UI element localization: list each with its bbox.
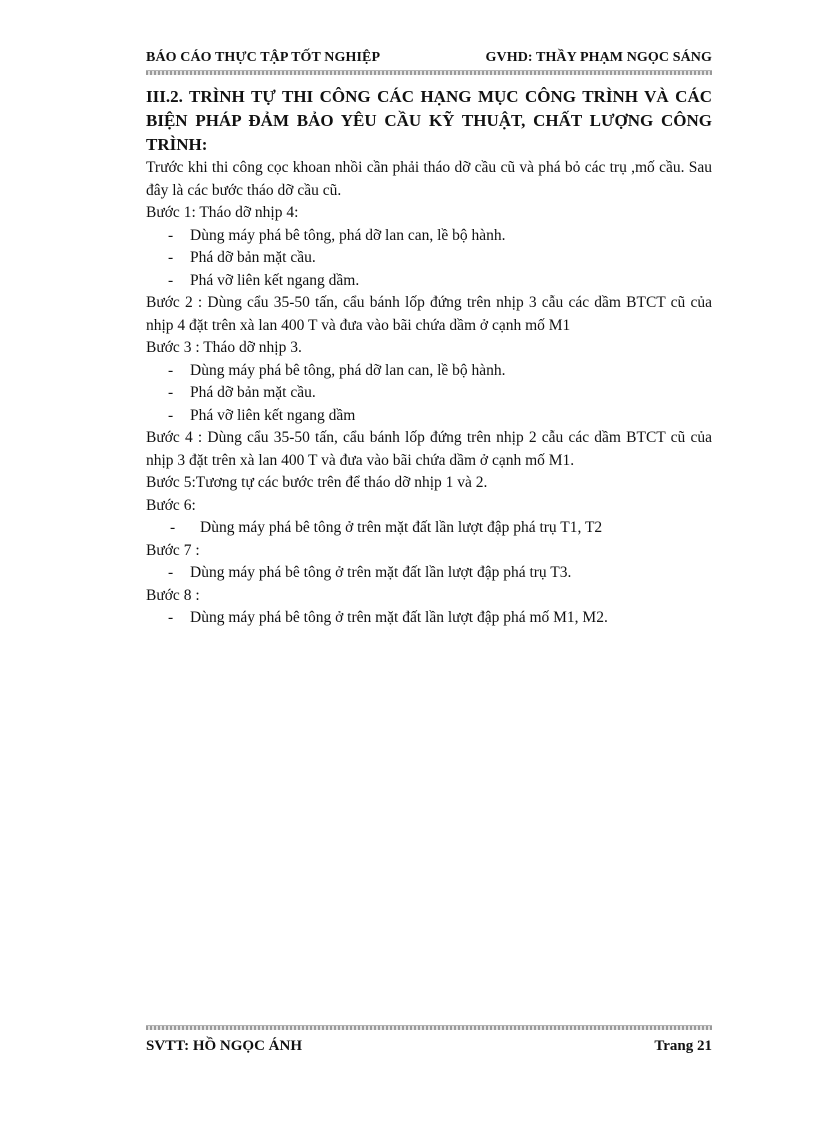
page-body <box>146 85 712 630</box>
dash-bullet: - <box>168 564 174 581</box>
dash-bullet: - <box>168 249 174 266</box>
step-3-label: Bước 3 : Tháo dỡ nhịp 3. <box>146 339 302 356</box>
page-header <box>146 50 712 66</box>
list-item: - Dùng máy phá bê tông ở trên mặt đất lần lượt đập phá mố M1, M2. <box>146 607 712 630</box>
step-6-label: Bước 6: <box>146 496 196 514</box>
footer-student-name: SVTT: HỒ NGỌC ÁNH <box>146 1038 302 1054</box>
intro-paragraph: Trước khi thi công cọc khoan nhồi cần phải tháo dỡ cầu cũ và phá bỏ các trụ ,mố cầu. Sau đây là các bước tháo dỡ cầu cũ. <box>146 159 712 199</box>
list-item: - Dùng máy phá bê tông ở trên mặt đất lần lượt đập phá trụ T1, T2 <box>146 517 712 540</box>
header-divider <box>146 70 712 75</box>
list-item: - Phá vỡ liên kết ngang dầm. <box>146 270 712 293</box>
step-4-text: Bước 4 : Dùng cẩu 35-50 tấn, cẩu bánh lốp đứng trên nhịp 2 cẫu các dầm BTCT cũ của nhịp 3 đặt trên xà lan 400 T và đưa vào bãi chứa dầm ở cạnh mố M1. <box>146 429 712 469</box>
dash-bullet: - <box>168 609 174 626</box>
footer-divider <box>146 1025 712 1030</box>
list-item: - Phá vỡ liên kết ngang dầm <box>146 405 712 428</box>
page-number: Trang 21 <box>654 1038 712 1054</box>
header-supervisor: GVHD: THẦY PHẠM NGỌC SÁNG <box>485 50 712 65</box>
list-item: - Dùng máy phá bê tông, phá dỡ lan can, lề bộ hành. <box>146 360 712 383</box>
dash-bullet: - <box>170 519 176 536</box>
dash-bullet: - <box>168 384 174 401</box>
step-1-label: Bước 1: Tháo dỡ nhịp 4: <box>146 204 299 221</box>
step-7-label: Bước 7 : <box>146 541 200 559</box>
list-item: - Dùng máy phá bê tông ở trên mặt đất lần lượt đập phá trụ T3. <box>146 562 712 585</box>
list-item: - Dùng máy phá bê tông, phá dỡ lan can, lề bộ hành. <box>146 225 712 248</box>
list-item: - Phá dỡ bản mặt cầu. <box>146 382 712 405</box>
dash-bullet: - <box>168 226 174 244</box>
list-item: - Phá dỡ bản mặt cầu. <box>146 247 712 270</box>
page-footer <box>146 1038 712 1055</box>
dash-bullet: - <box>168 406 174 424</box>
step-2-text: Bước 2 : Dùng cẩu 35-50 tấn, cẩu bánh lốp đứng trên nhịp 3 cẫu các dầm BTCT cũ của nhịp 4 đặt trên xà lan 400 T và đưa vào bãi chứa dầm ở cạnh mố M1 <box>146 294 712 334</box>
step-8-label: Bước 8 : <box>146 586 200 604</box>
header-report-title: BÁO CÁO THỰC TẬP TỐT NGHIỆP <box>146 50 381 65</box>
step-5-text: Bước 5:Tương tự các bước trên để tháo dỡ nhịp 1 và 2. <box>146 474 488 491</box>
section-title: III.2. TRÌNH TỰ THI CÔNG CÁC HẠNG MỤC CÔNG TRÌNH VÀ CÁC BIỆN PHÁP ĐẢM BẢO YÊU CẦU KỸ THUẬT, CHẤT LƯỢNG CÔNG TRÌNH: <box>146 87 712 154</box>
dash-bullet: - <box>168 361 174 379</box>
dash-bullet: - <box>168 271 174 289</box>
